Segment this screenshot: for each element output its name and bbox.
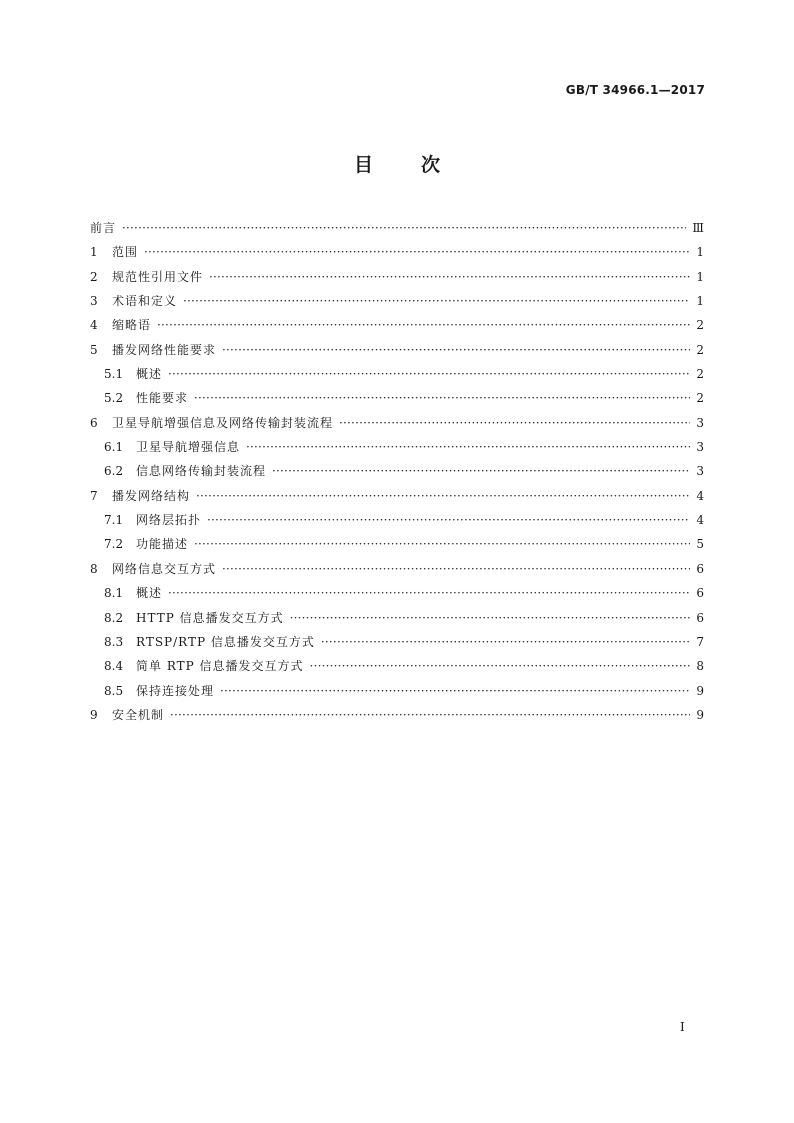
- toc-entry-title: 规范性引用文件: [112, 269, 204, 284]
- toc-entry-page: Ⅲ: [692, 221, 704, 235]
- toc-entry-title: 保持连接处理: [136, 683, 215, 698]
- dot-leader: [194, 386, 690, 410]
- toc-entry-number: 7.2: [104, 537, 124, 552]
- toc-entry-title: 安全机制: [112, 707, 165, 722]
- toc-entry-page: 9: [696, 707, 704, 722]
- toc-entry-number: 1: [90, 245, 98, 260]
- toc-entry[interactable]: [90, 484, 704, 508]
- toc-entry-page: 6: [696, 610, 704, 625]
- toc-entry-title: 概述: [136, 586, 163, 601]
- toc-entry[interactable]: [90, 216, 704, 240]
- toc-entry-page: 1: [696, 269, 704, 284]
- page-title: [0, 150, 794, 177]
- page-number: I: [680, 1020, 685, 1034]
- toc-entry[interactable]: [90, 557, 704, 581]
- dot-leader: [222, 338, 690, 362]
- toc-entry-page: 2: [696, 318, 704, 333]
- toc-entry-page: 5: [696, 537, 704, 552]
- toc-entry-title: 前言: [90, 221, 117, 235]
- toc-entry-title: 播发网络性能要求: [112, 342, 217, 357]
- toc-entry[interactable]: [90, 654, 704, 678]
- toc-entry-page: 2: [696, 367, 704, 382]
- toc-entry-page: 7: [696, 634, 704, 649]
- toc-entry-number: 8.5: [104, 683, 124, 698]
- toc-entry-number: 6: [90, 415, 98, 430]
- dot-leader: [170, 703, 690, 727]
- dot-leader: [310, 654, 690, 678]
- title-char-2: 次: [421, 154, 441, 176]
- dot-leader: [290, 606, 690, 630]
- toc-entry[interactable]: [90, 338, 704, 362]
- toc-entry-page: 3: [696, 415, 704, 430]
- toc-entry-number: 4: [90, 318, 98, 333]
- dot-leader: [157, 313, 690, 337]
- toc-entry-page: 6: [696, 561, 704, 576]
- dot-leader: [222, 557, 690, 581]
- toc-entry-page: 4: [696, 513, 704, 528]
- toc-entry-title: 性能要求: [136, 391, 189, 406]
- toc-entry-number: 6.2: [104, 464, 124, 479]
- toc-entry-number: 7.1: [104, 513, 124, 528]
- toc-entry-title: 卫星导航增强信息: [136, 440, 241, 455]
- toc-entry-number: 8.3: [104, 634, 124, 649]
- toc-entry[interactable]: [90, 703, 704, 727]
- toc-entry[interactable]: [90, 289, 704, 313]
- toc-entry-page: 1: [696, 294, 704, 309]
- toc-entry-title: 概述: [136, 367, 163, 382]
- dot-leader: [207, 508, 690, 532]
- dot-leader: [122, 216, 686, 240]
- toc-entry-page: 4: [696, 488, 704, 503]
- toc-entry-number: 6.1: [104, 440, 124, 455]
- toc-entry-title: 信息网络传输封装流程: [136, 464, 267, 479]
- toc-entry-page: 2: [696, 391, 704, 406]
- dot-leader: [272, 459, 690, 483]
- toc-entry[interactable]: [90, 532, 704, 556]
- toc-entry-page: 1: [696, 245, 704, 260]
- dot-leader: [321, 630, 690, 654]
- toc-entry-page: 9: [696, 683, 704, 698]
- toc-entry[interactable]: [90, 362, 704, 386]
- toc-entry-title: 功能描述: [136, 537, 189, 552]
- toc-entry-number: 2: [90, 269, 98, 284]
- dot-leader: [209, 265, 690, 289]
- toc-entry-page: 6: [696, 586, 704, 601]
- toc-entry[interactable]: [90, 386, 704, 410]
- toc-entry-number: 5: [90, 342, 98, 357]
- toc-entry-number: 8.1: [104, 586, 124, 601]
- toc-entry[interactable]: [90, 581, 704, 605]
- toc-entry-title: HTTP 信息播发交互方式: [136, 610, 284, 625]
- toc-entry-title: RTSP/RTP 信息播发交互方式: [136, 634, 315, 649]
- toc-entry-title: 术语和定义: [112, 294, 178, 309]
- toc-entry-number: 9: [90, 707, 98, 722]
- toc-entry-title: 网络信息交互方式: [112, 561, 217, 576]
- toc-entry[interactable]: [90, 508, 704, 532]
- table-of-contents: [90, 216, 704, 727]
- toc-entry-number: 8.4: [104, 659, 124, 674]
- toc-entry-page: 3: [696, 440, 704, 455]
- dot-leader: [246, 435, 690, 459]
- toc-entry-number: 3: [90, 294, 98, 309]
- toc-entry-page: 3: [696, 464, 704, 479]
- toc-entry[interactable]: [90, 265, 704, 289]
- toc-entry[interactable]: [90, 606, 704, 630]
- toc-entry-title: 卫星导航增强信息及网络传输封装流程: [112, 415, 334, 430]
- toc-entry[interactable]: [90, 630, 704, 654]
- dot-leader: [220, 679, 690, 703]
- dot-leader: [194, 532, 690, 556]
- toc-entry-number: 8.2: [104, 610, 124, 625]
- standard-code: GB/T 34966.1—2017: [565, 83, 705, 97]
- toc-entry-number: 8: [90, 561, 98, 576]
- dot-leader: [168, 581, 690, 605]
- toc-entry-number: 5.1: [104, 367, 124, 382]
- toc-entry[interactable]: [90, 313, 704, 337]
- toc-entry[interactable]: [90, 459, 704, 483]
- toc-entry-page: 2: [696, 342, 704, 357]
- dot-leader: [196, 484, 690, 508]
- toc-entry[interactable]: [90, 435, 704, 459]
- dot-leader: [144, 240, 690, 264]
- toc-entry-title: 范围: [112, 245, 139, 260]
- title-char-1: 目: [353, 154, 373, 176]
- toc-entry-number: 7: [90, 488, 98, 503]
- toc-entry-number: 5.2: [104, 391, 124, 406]
- toc-entry-title: 播发网络结构: [112, 488, 191, 503]
- dot-leader: [183, 289, 690, 313]
- toc-entry-page: 8: [696, 659, 704, 674]
- toc-entry-title: 网络层拓扑: [136, 513, 202, 528]
- toc-entry-title: 缩略语: [112, 318, 152, 333]
- dot-leader: [339, 411, 690, 435]
- toc-entry[interactable]: [90, 679, 704, 703]
- toc-entry[interactable]: [90, 240, 704, 264]
- dot-leader: [168, 362, 690, 386]
- toc-entry-title: 简单 RTP 信息播发交互方式: [136, 659, 304, 674]
- toc-entry[interactable]: [90, 411, 704, 435]
